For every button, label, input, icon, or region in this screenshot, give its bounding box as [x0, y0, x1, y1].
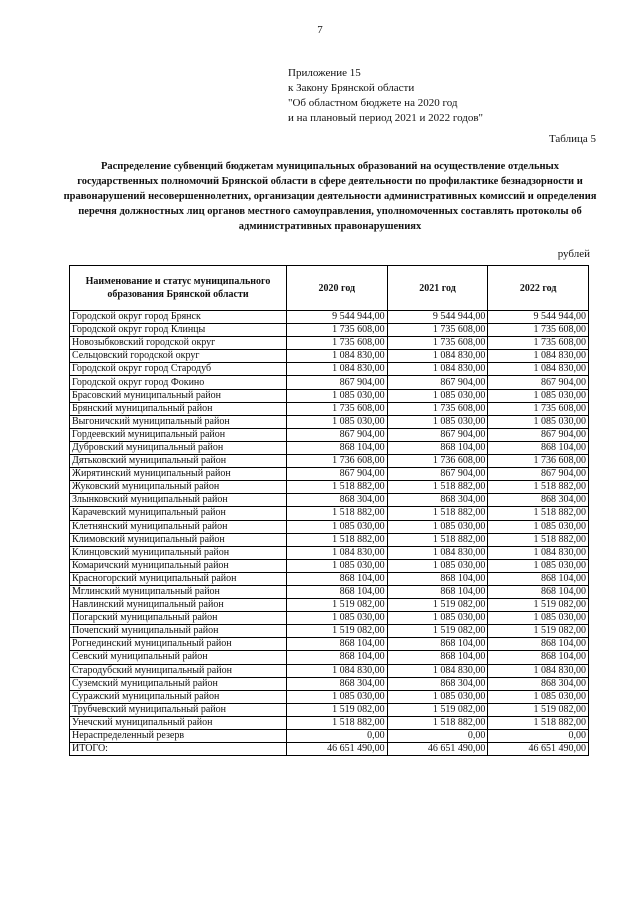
- table-row: [70, 350, 589, 363]
- value-2020-cell: 1 519 082,00: [287, 599, 388, 612]
- municipality-name-cell: Клетнянский муниципальный район: [70, 520, 287, 533]
- municipality-name-cell: Мглинский муниципальный район: [70, 585, 287, 598]
- value-2021-cell: 1 084 830,00: [387, 664, 488, 677]
- table-row: [70, 441, 589, 454]
- appendix-line: "Об областном бюджете на 2020 год: [288, 97, 458, 109]
- table-row: [70, 703, 589, 716]
- table-row: [70, 520, 589, 533]
- value-2021-cell: 1 519 082,00: [387, 625, 488, 638]
- value-2020-cell: 1 519 082,00: [287, 703, 388, 716]
- value-2022-cell: 1 736 608,00: [488, 455, 589, 468]
- value-2021-cell: 1 085 030,00: [387, 559, 488, 572]
- value-2020-cell: 9 544 944,00: [287, 311, 388, 324]
- municipality-name-cell: Климовский муниципальный район: [70, 533, 287, 546]
- value-2021-cell: 868 304,00: [387, 677, 488, 690]
- municipality-name-cell: Выгоничский муниципальный район: [70, 415, 287, 428]
- value-2021-cell: 1 735 608,00: [387, 402, 488, 415]
- value-2020-cell: 1 085 030,00: [287, 690, 388, 703]
- value-2022-cell: 1 085 030,00: [488, 415, 589, 428]
- value-2022-cell: 868 304,00: [488, 677, 589, 690]
- value-2020-cell: 1 518 882,00: [287, 481, 388, 494]
- value-2021-cell: 0,00: [387, 730, 488, 743]
- municipality-name-cell: Трубчевский муниципальный район: [70, 703, 287, 716]
- value-2022-cell: 1 085 030,00: [488, 690, 589, 703]
- value-2021-cell: 1 085 030,00: [387, 415, 488, 428]
- municipality-name-cell: Сельцовский городской округ: [70, 350, 287, 363]
- value-2021-cell: 1 518 882,00: [387, 716, 488, 729]
- value-2022-cell: 1 519 082,00: [488, 703, 589, 716]
- value-2022-cell: 0,00: [488, 730, 589, 743]
- value-2021-cell: 1 518 882,00: [387, 481, 488, 494]
- value-2021-cell: 1 084 830,00: [387, 363, 488, 376]
- table-row: [70, 324, 589, 337]
- table-row: [70, 625, 589, 638]
- table-row: [70, 455, 589, 468]
- value-2020-cell: 1 085 030,00: [287, 389, 388, 402]
- value-2022-cell: 1 085 030,00: [488, 389, 589, 402]
- value-2021-cell: 1 085 030,00: [387, 690, 488, 703]
- table-row: [70, 415, 589, 428]
- value-2020-cell: 1 085 030,00: [287, 520, 388, 533]
- municipality-name-cell: Городской округ город Брянск: [70, 311, 287, 324]
- table-label: Таблица 5: [548, 133, 596, 145]
- column-header-name: Наименование и статус муниципального образования Брянской области: [70, 266, 287, 311]
- value-2021-cell: 868 104,00: [387, 651, 488, 664]
- municipality-name-cell: Севский муниципальный район: [70, 651, 287, 664]
- table-row: [70, 507, 589, 520]
- value-2022-cell: 1 085 030,00: [488, 520, 589, 533]
- value-2021-cell: 1 519 082,00: [387, 599, 488, 612]
- column-header-2021: 2021 год: [387, 266, 488, 311]
- units-label: рублей: [557, 248, 590, 260]
- table-row: [70, 559, 589, 572]
- value-2020-cell: 1 519 082,00: [287, 625, 388, 638]
- value-2021-cell: 868 104,00: [387, 572, 488, 585]
- table-row: [70, 376, 589, 389]
- municipality-name-cell: Погарский муниципальный район: [70, 612, 287, 625]
- municipality-name-cell: Злынковский муниципальный район: [70, 494, 287, 507]
- municipality-name-cell: Нераспределенный резерв: [70, 730, 287, 743]
- value-2020-cell: 1 084 830,00: [287, 546, 388, 559]
- value-2021-cell: 9 544 944,00: [387, 311, 488, 324]
- value-2020-cell: 1 518 882,00: [287, 716, 388, 729]
- table-body: [70, 311, 589, 756]
- table-row: [70, 363, 589, 376]
- municipality-name-cell: Клинцовский муниципальный район: [70, 546, 287, 559]
- table-row: [70, 638, 589, 651]
- municipality-name-cell: Унечский муниципальный район: [70, 716, 287, 729]
- value-2021-cell: 1 085 030,00: [387, 612, 488, 625]
- municipality-name-cell: Комаричский муниципальный район: [70, 559, 287, 572]
- municipality-name-cell: Новозыбковский городской округ: [70, 337, 287, 350]
- table-row: [70, 716, 589, 729]
- value-2022-cell: 867 904,00: [488, 428, 589, 441]
- value-2022-cell: 1 519 082,00: [488, 625, 589, 638]
- municipality-name-cell: ИТОГО:: [70, 743, 287, 756]
- municipality-name-cell: Жуковский муниципальный район: [70, 481, 287, 494]
- value-2022-cell: 868 104,00: [488, 441, 589, 454]
- municipality-name-cell: Брянский муниципальный район: [70, 402, 287, 415]
- value-2020-cell: 868 304,00: [287, 677, 388, 690]
- value-2022-cell: 868 104,00: [488, 585, 589, 598]
- table-row: [70, 468, 589, 481]
- value-2022-cell: 1 084 830,00: [488, 664, 589, 677]
- value-2021-cell: 1 085 030,00: [387, 520, 488, 533]
- appendix-line: Приложение 15: [288, 67, 361, 79]
- value-2020-cell: 867 904,00: [287, 468, 388, 481]
- municipality-name-cell: Карачевский муниципальный район: [70, 507, 287, 520]
- page-number: 7: [317, 24, 323, 36]
- table-row: [70, 664, 589, 677]
- value-2020-cell: 1 518 882,00: [287, 533, 388, 546]
- municipality-name-cell: Городской округ город Клинцы: [70, 324, 287, 337]
- table-row: [70, 389, 589, 402]
- municipality-name-cell: Дятьковский муниципальный район: [70, 455, 287, 468]
- value-2022-cell: 1 735 608,00: [488, 402, 589, 415]
- table-row: [70, 402, 589, 415]
- column-header-2022: 2022 год: [488, 266, 589, 311]
- table-row: [70, 533, 589, 546]
- value-2022-cell: 1 519 082,00: [488, 599, 589, 612]
- value-2020-cell: 1 518 882,00: [287, 507, 388, 520]
- value-2022-cell: 1 084 830,00: [488, 546, 589, 559]
- municipality-name-cell: Рогнединский муниципальный район: [70, 638, 287, 651]
- value-2020-cell: 1 084 830,00: [287, 664, 388, 677]
- value-2020-cell: 1 084 830,00: [287, 350, 388, 363]
- value-2020-cell: 868 104,00: [287, 651, 388, 664]
- value-2020-cell: 1 084 830,00: [287, 363, 388, 376]
- value-2021-cell: 1 084 830,00: [387, 546, 488, 559]
- document-heading: Распределение субвенций бюджетам муниципальных образований на осуществление отдельных государственных полномочий Брянской области в сфере деятельности по профилактике безнадзорности и правонарушений несовершеннолетних, организации деятельности административных комиссий и определения перечня должностных лиц органов местного самоуправления, уполномоченных составлять протоколы об административных правонарушениях: [63, 161, 597, 232]
- value-2022-cell: 1 518 882,00: [488, 533, 589, 546]
- municipality-name-cell: Суражский муниципальный район: [70, 690, 287, 703]
- value-2020-cell: 1 085 030,00: [287, 559, 388, 572]
- table-row: [70, 481, 589, 494]
- value-2021-cell: 1 735 608,00: [387, 324, 488, 337]
- column-header-2020: 2020 год: [287, 266, 388, 311]
- table-header-row: [70, 266, 589, 311]
- appendix-note: [288, 66, 483, 126]
- table-row: [70, 311, 589, 324]
- value-2022-cell: 1 518 882,00: [488, 507, 589, 520]
- value-2021-cell: 868 304,00: [387, 494, 488, 507]
- value-2021-cell: 1 735 608,00: [387, 337, 488, 350]
- municipality-name-cell: Жирятинский муниципальный район: [70, 468, 287, 481]
- value-2020-cell: 867 904,00: [287, 376, 388, 389]
- value-2021-cell: 46 651 490,00: [387, 743, 488, 756]
- value-2022-cell: 868 304,00: [488, 494, 589, 507]
- value-2022-cell: 1 085 030,00: [488, 612, 589, 625]
- subsidy-table: [69, 265, 589, 756]
- value-2022-cell: 868 104,00: [488, 651, 589, 664]
- value-2020-cell: 1 735 608,00: [287, 324, 388, 337]
- appendix-line: и на плановый период 2021 и 2022 годов": [288, 112, 484, 124]
- value-2022-cell: 1 085 030,00: [488, 559, 589, 572]
- table-row: [70, 730, 589, 743]
- value-2022-cell: 1 518 882,00: [488, 481, 589, 494]
- value-2021-cell: 867 904,00: [387, 376, 488, 389]
- municipality-name-cell: Брасовский муниципальный район: [70, 389, 287, 402]
- table-row: [70, 599, 589, 612]
- value-2022-cell: 1 084 830,00: [488, 363, 589, 376]
- municipality-name-cell: Навлинский муниципальный район: [70, 599, 287, 612]
- value-2020-cell: 867 904,00: [287, 428, 388, 441]
- appendix-line: к Закону Брянской области: [288, 82, 415, 94]
- value-2021-cell: 868 104,00: [387, 585, 488, 598]
- value-2022-cell: 1 084 830,00: [488, 350, 589, 363]
- value-2020-cell: 868 104,00: [287, 638, 388, 651]
- table-row: [70, 428, 589, 441]
- municipality-name-cell: Почепский муниципальный район: [70, 625, 287, 638]
- municipality-name-cell: Гордеевский муниципальный район: [70, 428, 287, 441]
- value-2020-cell: 868 304,00: [287, 494, 388, 507]
- value-2020-cell: 1 085 030,00: [287, 415, 388, 428]
- value-2022-cell: 9 544 944,00: [488, 311, 589, 324]
- value-2021-cell: 1 085 030,00: [387, 389, 488, 402]
- municipality-name-cell: Городской округ город Стародуб: [70, 363, 287, 376]
- value-2021-cell: 1 518 882,00: [387, 533, 488, 546]
- value-2022-cell: 1 735 608,00: [488, 337, 589, 350]
- value-2021-cell: 868 104,00: [387, 638, 488, 651]
- municipality-name-cell: Суземский муниципальный район: [70, 677, 287, 690]
- value-2020-cell: 868 104,00: [287, 572, 388, 585]
- value-2022-cell: 1 518 882,00: [488, 716, 589, 729]
- value-2020-cell: 1 735 608,00: [287, 402, 388, 415]
- municipality-name-cell: Дубровский муниципальный район: [70, 441, 287, 454]
- value-2020-cell: 1 735 608,00: [287, 337, 388, 350]
- table-row: [70, 572, 589, 585]
- value-2021-cell: 1 519 082,00: [387, 703, 488, 716]
- value-2022-cell: 867 904,00: [488, 376, 589, 389]
- table-row: [70, 612, 589, 625]
- municipality-name-cell: Красногорский муниципальный район: [70, 572, 287, 585]
- value-2021-cell: 1 736 608,00: [387, 455, 488, 468]
- value-2022-cell: 46 651 490,00: [488, 743, 589, 756]
- value-2022-cell: 868 104,00: [488, 572, 589, 585]
- value-2022-cell: 867 904,00: [488, 468, 589, 481]
- value-2020-cell: 46 651 490,00: [287, 743, 388, 756]
- value-2021-cell: 867 904,00: [387, 468, 488, 481]
- municipality-name-cell: Городской округ город Фокино: [70, 376, 287, 389]
- value-2021-cell: 1 518 882,00: [387, 507, 488, 520]
- table-row: [70, 494, 589, 507]
- value-2020-cell: 868 104,00: [287, 441, 388, 454]
- value-2020-cell: 1 736 608,00: [287, 455, 388, 468]
- table-row: [70, 585, 589, 598]
- table-row: [70, 677, 589, 690]
- table-row: [70, 690, 589, 703]
- value-2022-cell: 1 735 608,00: [488, 324, 589, 337]
- table-row: [70, 337, 589, 350]
- value-2022-cell: 868 104,00: [488, 638, 589, 651]
- value-2021-cell: 1 084 830,00: [387, 350, 488, 363]
- table-row: [70, 546, 589, 559]
- value-2020-cell: 0,00: [287, 730, 388, 743]
- table-row: [70, 743, 589, 756]
- value-2020-cell: 1 085 030,00: [287, 612, 388, 625]
- value-2020-cell: 868 104,00: [287, 585, 388, 598]
- table-row: [70, 651, 589, 664]
- value-2021-cell: 868 104,00: [387, 441, 488, 454]
- value-2021-cell: 867 904,00: [387, 428, 488, 441]
- municipality-name-cell: Стародубский муниципальный район: [70, 664, 287, 677]
